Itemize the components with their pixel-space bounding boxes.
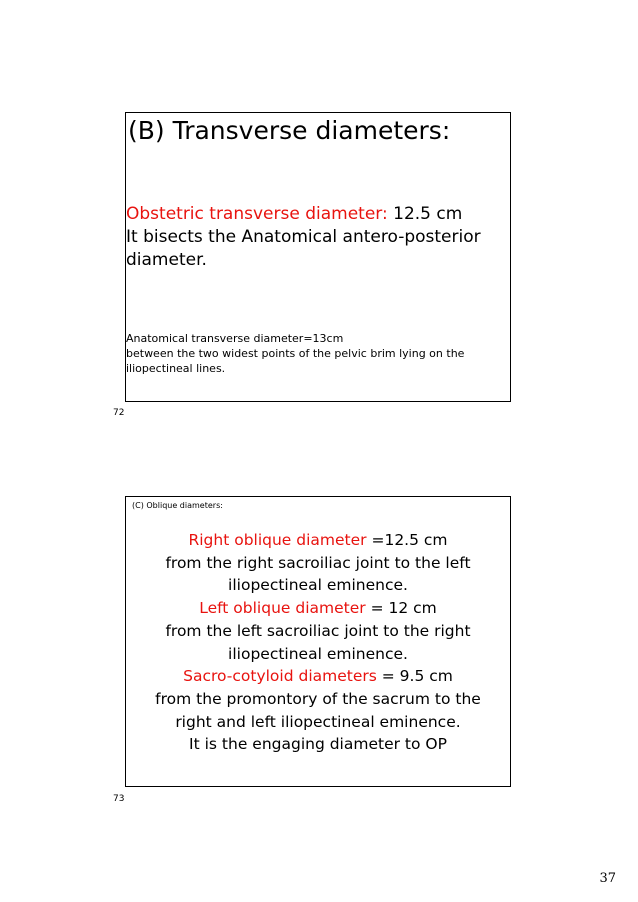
slide-number: 73 [113,794,125,804]
slide-oblique-diameters [125,496,511,787]
right-oblique-label: Right oblique diameter [188,531,367,549]
obstetric-transverse-block [126,203,506,272]
obstetric-transverse-description: It bisects the Anatomical antero-posterior diameter. [126,227,481,270]
right-oblique-heading [126,529,510,552]
slide-title: (B) Transverse diameters: [128,116,451,145]
sacro-cotyloid-line2: right and left iliopectineal eminence. [175,712,461,731]
sacro-cotyloid-label: Sacro-cotyloid diameters [183,667,377,686]
sacro-cotyloid-heading [126,665,510,688]
left-oblique-label: Left oblique diameter [199,599,366,618]
left-oblique-value: = 12 cm [365,599,437,618]
right-oblique-line1: from the right sacroiliac joint to the left [165,553,471,572]
obstetric-transverse-value: 12.5 cm [387,204,463,224]
sacro-cotyloid-value: = 9.5 cm [376,667,453,686]
anatomical-transverse-line2: between the two widest points of the pelvic brim lying on the iliopectineal lines. [126,347,465,375]
slide-title: (C) Oblique diameters: [132,501,223,510]
slide-number: 72 [113,408,125,418]
oblique-diameters-body [126,529,510,756]
left-oblique-line1: from the left sacroiliac joint to the right [165,621,471,640]
anatomical-transverse-block [126,331,510,376]
anatomical-transverse-line1: Anatomical transverse diameter=13cm [126,332,344,345]
right-oblique-line2: iliopectineal eminence. [228,576,408,595]
obstetric-transverse-label: Obstetric transverse diameter: [126,204,388,224]
sacro-cotyloid-line3: It is the engaging diameter to OP [189,735,447,754]
right-oblique-value: =12.5 cm [366,531,448,549]
slide-transverse-diameters [125,112,511,402]
page-number: 37 [599,871,616,886]
sacro-cotyloid-line1: from the promontory of the sacrum to the [155,689,481,708]
left-oblique-line2: iliopectineal eminence. [228,644,408,663]
left-oblique-heading [126,597,510,620]
